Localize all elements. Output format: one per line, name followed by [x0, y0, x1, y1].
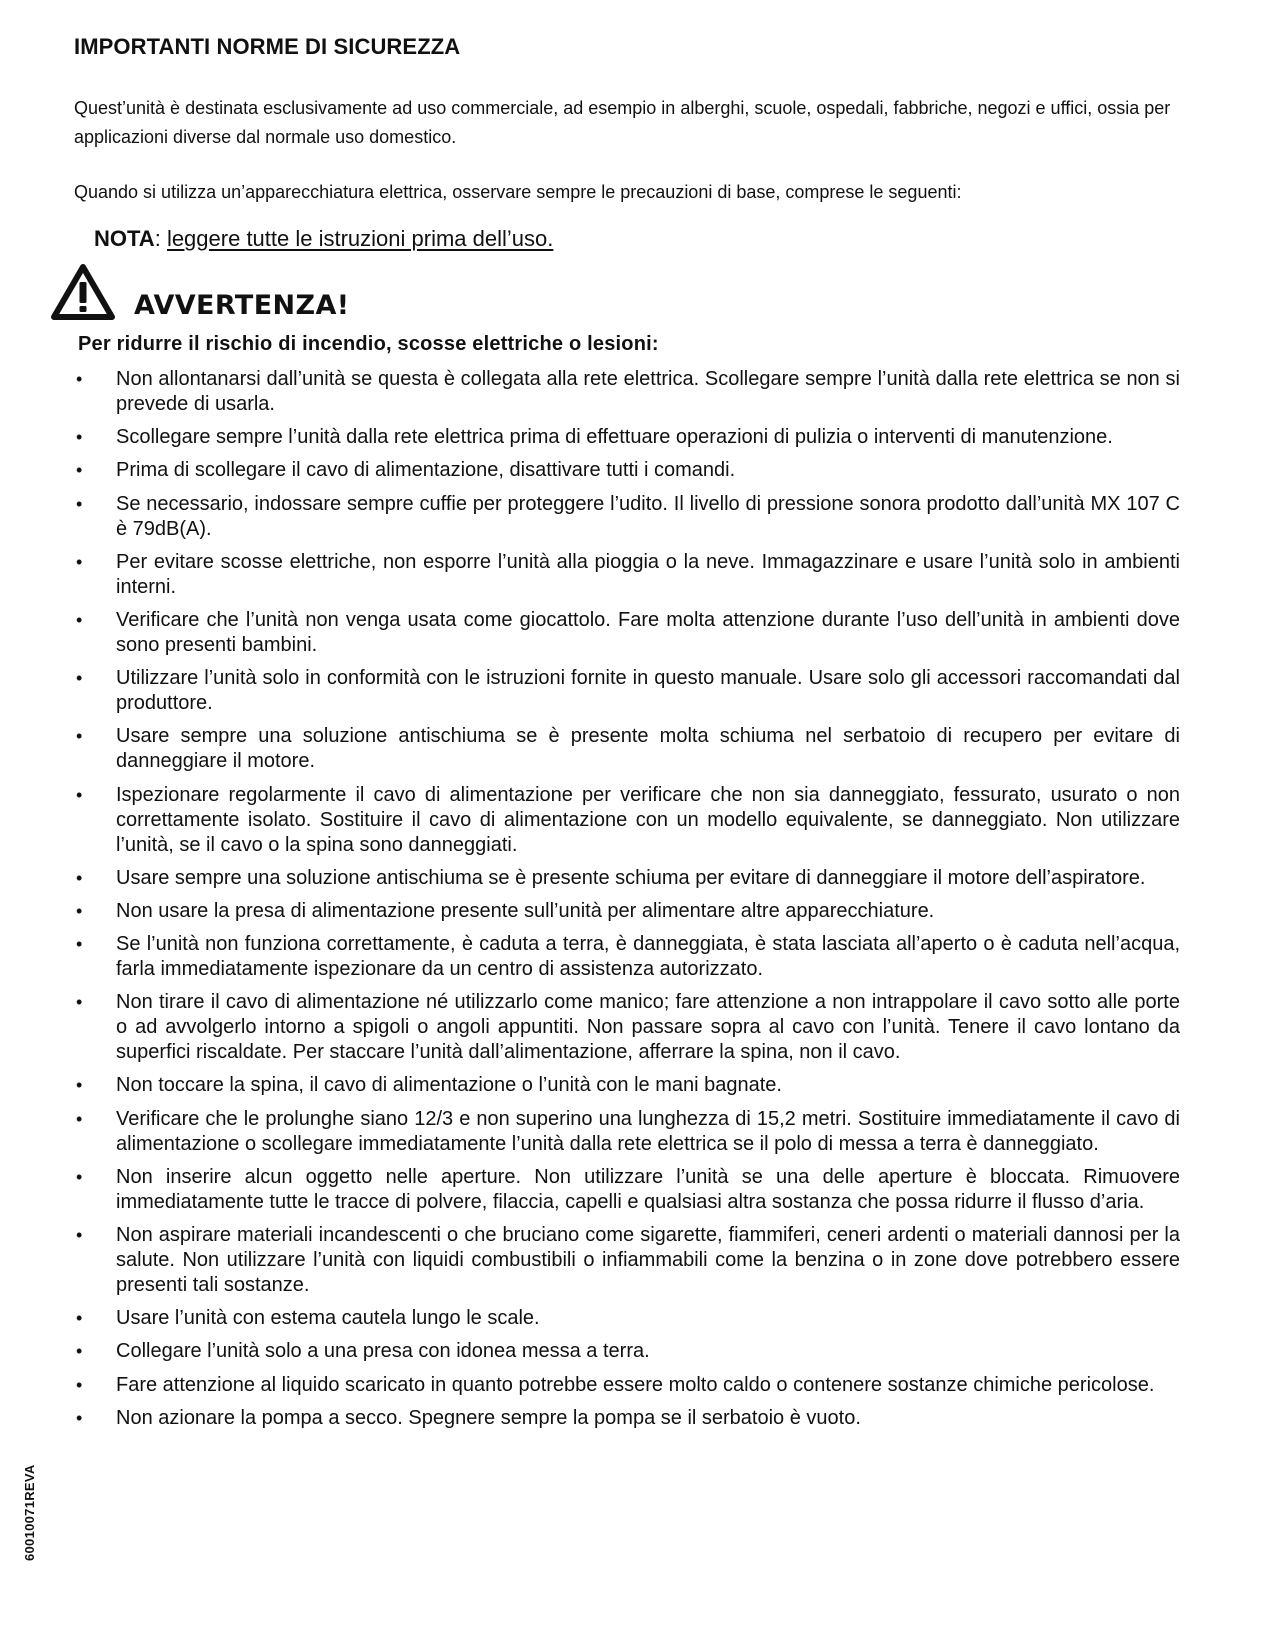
nota-line	[94, 226, 553, 252]
nota-text: leggere tutte le istruzioni prima dell’uso.	[166, 226, 554, 251]
bullet-dot: •	[76, 1308, 83, 1329]
safety-bullet-item	[74, 1107, 1180, 1157]
bullet-text: Usare l’unità con estema cautela lungo le scale.	[116, 1307, 540, 1330]
bullet-text: Non allontanarsi dall’unità se questa è collegata alla rete elettrica. Scollegare sempre l’unità dalla rete elettrica se non si prevede di usarla.	[116, 368, 1180, 415]
bullet-text: Usare sempre una soluzione antischiuma se è presente schiuma per evitare di danneggiare il motore dell’aspiratore.	[116, 866, 1146, 889]
bullet-dot: •	[76, 867, 83, 888]
bullet-dot: •	[76, 726, 83, 747]
bullet-dot: •	[76, 784, 83, 805]
safety-bullet-item	[74, 1073, 1180, 1098]
bullet-dot: •	[76, 427, 83, 448]
safety-bullet-item	[74, 550, 1180, 600]
bullet-dot: •	[76, 992, 83, 1013]
commercial-use-paragraph: Quest’unità è destinata esclusivamente ad uso commerciale, ad esempio in alberghi, scuole, ospedali, fabbriche, negozi e uffici, ossia per applicazioni diverse dal normale uso domestico.	[74, 98, 1171, 147]
bullet-text: Usare sempre una soluzione antischiuma se è presente molta schiuma nel serbatoio di recupero per evitare di danneggiare il motore.	[116, 725, 1180, 773]
precautions-paragraph: Quando si utilizza un’apparecchiatura elettrica, osservare sempre le precauzioni di base, comprese le seguenti:	[74, 182, 962, 202]
bullet-text: Non aspirare materiali incandescenti o che bruciano come sigarette, fiammiferi, ceneri ardenti o materiali dannosi per la salute. Non utilizzare l’unità con liquidi combustibili o infiammabili come la benzina o in zone dove potrebbero essere presenti tali sostanze.	[116, 1224, 1180, 1296]
bullet-text: Non azionare la pompa a secco. Spegnere sempre la pompa se il serbatoio è vuoto.	[116, 1406, 861, 1429]
bullet-text: Verificare che le prolunghe siano 12/3 e non superino una lunghezza di 15,2 metri. Sostituire immediatamente il cavo di alimentazione o scollegare immediatamente l’unità dalla rete elettrica se il polo di messa a terra è danneggiato.	[116, 1107, 1180, 1155]
bullet-text: Non toccare la spina, il cavo di alimentazione o l’unità con le mani bagnate.	[116, 1074, 782, 1097]
bullet-dot: •	[76, 934, 83, 955]
bullet-dot: •	[76, 369, 83, 389]
bullet-dot: •	[76, 1374, 83, 1395]
warning-title: AVVERTENZA!	[134, 290, 350, 321]
bullet-text: Verificare che l’unità non venga usata come giocattolo. Fare molta attenzione durante l’uso dell’unità in ambienti dove sono presenti bambini.	[116, 608, 1180, 656]
bullet-text: Scollegare sempre l’unità dalla rete elettrica prima di effettuare operazioni di pulizia o interventi di manutenzione.	[116, 426, 1113, 449]
safety-bullet-item	[74, 866, 1180, 891]
safety-bullet-item	[74, 783, 1180, 858]
bullet-dot: •	[76, 551, 83, 572]
bullet-dot: •	[76, 1225, 83, 1245]
nota-separator: :	[154, 226, 167, 251]
safety-bullet-item	[74, 932, 1180, 982]
bullet-dot: •	[76, 1407, 83, 1428]
safety-bullet-item	[74, 1165, 1180, 1215]
bullet-text: Se l’unità non funziona correttamente, è caduta a terra, è danneggiata, è stata lasciata all’aperto o è caduta nell’acqua, farla immediatamente ispezionare da un centro di assistenza autorizzato.	[116, 933, 1180, 981]
bullet-dot: •	[76, 460, 83, 481]
safety-bullet-item	[74, 724, 1180, 774]
safety-bullet-item	[74, 1406, 1180, 1431]
bullet-dot: •	[76, 668, 83, 689]
bullet-text: Non tirare il cavo di alimentazione né utilizzarlo come manico; fare attenzione a non intrappolare il cavo sotto alle porte o ad avvolgerlo intorno a spigoli o angoli appuntiti. Non passare sopra al cavo con l’unità. Tenere il cavo lontano da superfici riscaldate. Per staccare l’unità dall’alimentazione, afferrare la spina, non il cavo.	[116, 991, 1180, 1064]
safety-bullet-list	[74, 367, 1180, 1439]
safety-bullet-item	[74, 899, 1180, 924]
safety-bullet-item	[74, 1306, 1180, 1331]
safety-bullet-item	[74, 990, 1180, 1065]
bullet-dot: •	[76, 1108, 83, 1129]
bullet-dot: •	[76, 609, 83, 630]
safety-bullet-item	[74, 367, 1180, 417]
document-code: 60010071REVA	[22, 1464, 37, 1561]
bullet-dot: •	[76, 493, 83, 514]
safety-bullet-item	[74, 666, 1180, 716]
warning-intro: Per ridurre il rischio di incendio, scosse elettriche o lesioni:	[78, 333, 659, 355]
bullet-text: Prima di scollegare il cavo di alimentazione, disattivare tutti i comandi.	[116, 459, 736, 482]
bullet-text: Ispezionare regolarmente il cavo di alimentazione per verificare che non sia danneggiato, fessurato, usurato o non correttamente isolato. Sostituire il cavo di alimentazione con un modello equivalente, se danneggiato. Non utilizzare l’unità, se il cavo o la spina sono danneggiati.	[116, 783, 1180, 856]
bullet-dot: •	[76, 1075, 83, 1096]
bullet-text: Utilizzare l’unità solo in conformità con le istruzioni fornite in questo manuale. Usare solo gli accessori raccomandati dal produttore.	[116, 667, 1180, 715]
safety-bullet-item	[74, 1339, 1180, 1364]
page-title: IMPORTANTI NORME DI SICUREZZA	[74, 34, 461, 59]
safety-bullet-item	[74, 492, 1180, 542]
bullet-text: Per evitare scosse elettriche, non esporre l’unità alla pioggia o la neve. Immagazzinare e usare l’unità solo in ambienti interni.	[116, 550, 1180, 598]
nota-label: NOTA	[94, 226, 155, 251]
safety-bullet-item	[74, 458, 1180, 483]
bullet-text: Collegare l’unità solo a una presa con idonea messa a terra.	[116, 1340, 650, 1363]
bullet-dot: •	[76, 1166, 83, 1187]
bullet-dot: •	[76, 900, 83, 921]
safety-bullet-item	[74, 1373, 1180, 1398]
bullet-dot: •	[76, 1341, 83, 1362]
bullet-text: Fare attenzione al liquido scaricato in quanto potrebbe essere molto caldo o contenere sostanze chimiche pericolose.	[116, 1373, 1155, 1396]
warning-triangle-icon	[50, 263, 116, 321]
safety-bullet-item	[74, 425, 1180, 450]
bullet-text: Se necessario, indossare sempre cuffie per proteggere l’udito. Il livello di pressione sonora prodotto dall’unità MX 107 C è 79dB(A).	[116, 492, 1180, 540]
bullet-text: Non inserire alcun oggetto nelle aperture. Non utilizzare l’unità se una delle aperture è bloccata. Rimuovere immediatamente tutte le tracce di polvere, filaccia, capelli e qualsiasi altra sostanza che possa ridurre il flusso d’aria.	[116, 1165, 1180, 1213]
safety-bullet-item	[74, 608, 1180, 658]
bullet-text: Non usare la presa di alimentazione presente sull’unità per alimentare altre apparecchiature.	[116, 899, 935, 922]
safety-bullet-item	[74, 1223, 1180, 1298]
